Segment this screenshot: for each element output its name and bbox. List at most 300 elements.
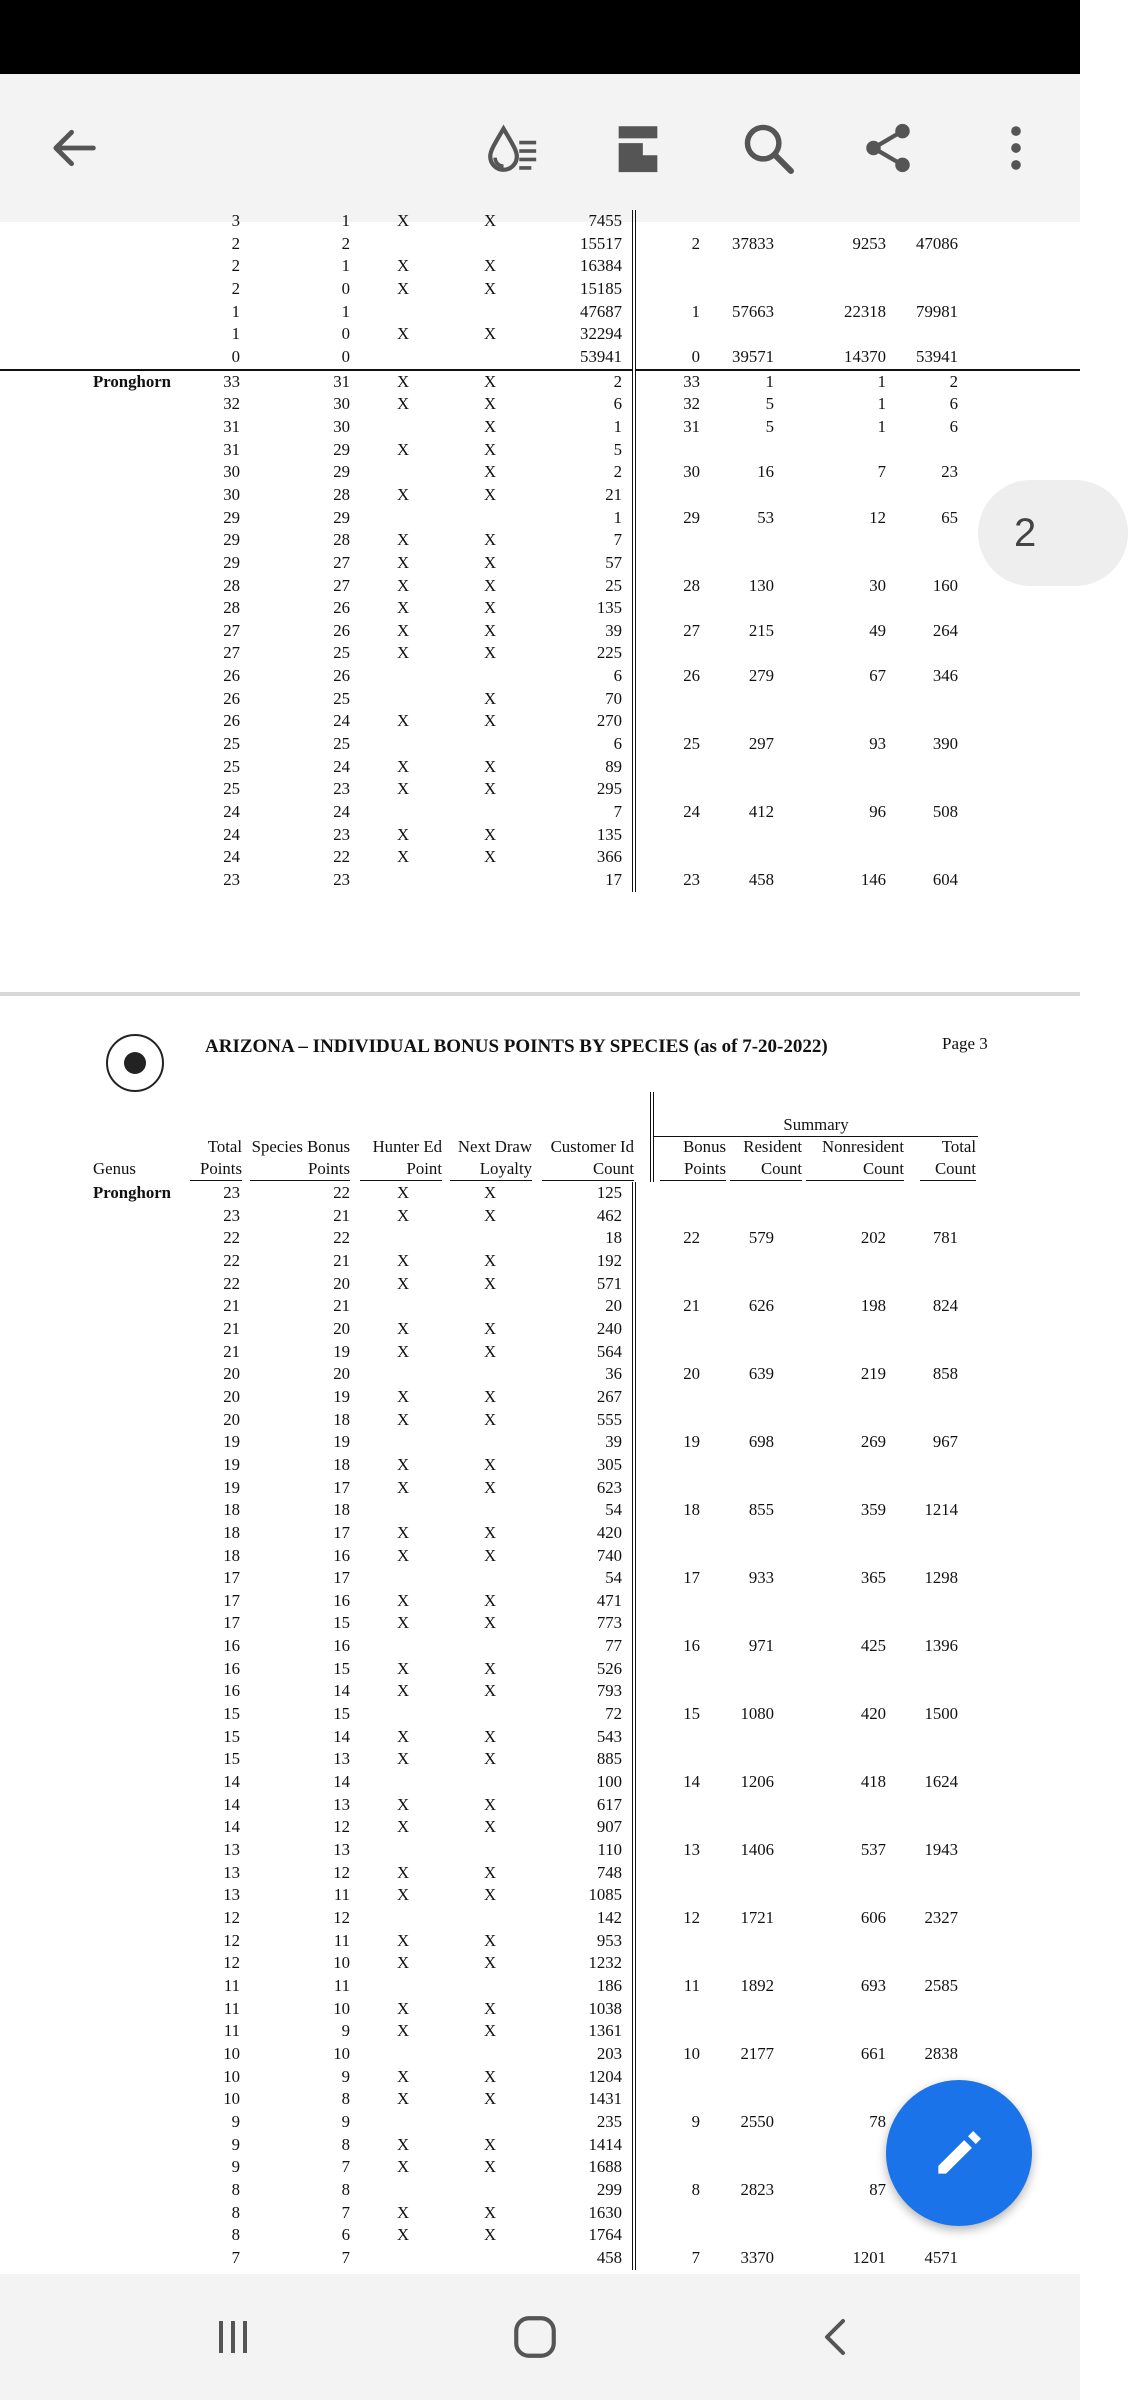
cell-total-points: 10 bbox=[223, 2066, 240, 2086]
cell-spacer bbox=[964, 1794, 1080, 1817]
cell-nonresident-count bbox=[788, 1182, 904, 1205]
cell-total-count: 2838 bbox=[924, 2043, 958, 2063]
cell-next-draw-loyalty: X bbox=[483, 278, 497, 298]
cell-genus bbox=[0, 1318, 198, 1341]
cell-nonresident-count: 269 bbox=[860, 1432, 886, 1452]
cell-genus bbox=[0, 824, 198, 847]
cell-total-points: 15 bbox=[223, 1704, 240, 1724]
table-row bbox=[0, 346, 1080, 370]
cell-resident-count: 1206 bbox=[740, 1772, 774, 1792]
cell-resident-count bbox=[704, 756, 788, 779]
cell-nonresident-count bbox=[788, 1680, 904, 1703]
header-hunter-ed-2: Point bbox=[360, 1158, 442, 1181]
cell-customer-id-count: 135 bbox=[596, 598, 622, 618]
cell-customer-id-count: 17 bbox=[605, 870, 622, 890]
more-options-icon[interactable] bbox=[980, 112, 1052, 184]
cell-hunter-ed-point bbox=[356, 2179, 450, 2202]
back-arrow-icon[interactable] bbox=[38, 112, 110, 184]
cell-species-bonus-points: 26 bbox=[333, 598, 350, 618]
cell-resident-count bbox=[704, 597, 788, 620]
cell-next-draw-loyalty: X bbox=[483, 1749, 497, 1769]
cell-hunter-ed-point bbox=[356, 869, 450, 892]
cell-next-draw-loyalty bbox=[450, 233, 530, 256]
cell-spacer bbox=[964, 439, 1080, 462]
table-row bbox=[0, 1409, 1080, 1432]
cell-next-draw-loyalty: X bbox=[483, 324, 497, 344]
cell-customer-id-count: 57 bbox=[605, 552, 622, 572]
cell-customer-id-count: 100 bbox=[596, 1772, 622, 1792]
cell-genus bbox=[0, 1816, 198, 1839]
cell-total-count bbox=[904, 529, 964, 552]
cell-bonus-points: 32 bbox=[634, 393, 704, 416]
cell-total-count bbox=[904, 1477, 964, 1500]
cell-hunter-ed-point: X bbox=[396, 575, 410, 595]
cell-total-points: 33 bbox=[198, 370, 248, 394]
cell-genus bbox=[0, 529, 198, 552]
cell-resident-count bbox=[704, 439, 788, 462]
cell-spacer bbox=[964, 1409, 1080, 1432]
cell-species-bonus-points: 12 bbox=[333, 1908, 350, 1927]
cell-total-count bbox=[904, 2020, 964, 2043]
cell-total-points: 23 bbox=[223, 870, 240, 890]
cell-total-points: 9 bbox=[231, 2157, 240, 2177]
cell-genus bbox=[0, 1386, 198, 1409]
cell-spacer bbox=[964, 1703, 1080, 1726]
cell-nonresident-count bbox=[788, 2202, 904, 2225]
table-row bbox=[0, 370, 1080, 394]
cell-next-draw-loyalty: X bbox=[483, 439, 497, 459]
header-total-points-2: Points bbox=[190, 1158, 242, 1181]
cell-species-bonus-points: 18 bbox=[333, 1454, 350, 1474]
cell-customer-id-count: 270 bbox=[596, 711, 622, 731]
cell-customer-id-count: 462 bbox=[596, 1205, 622, 1225]
cell-customer-id-count: 54 bbox=[605, 1500, 622, 1520]
cell-nonresident-count: 30 bbox=[869, 575, 886, 595]
cell-spacer bbox=[964, 620, 1080, 643]
cell-hunter-ed-point: X bbox=[396, 1862, 410, 1882]
cell-bonus-points bbox=[634, 1658, 704, 1681]
cell-genus bbox=[0, 1545, 198, 1568]
cell-bonus-points: 28 bbox=[634, 575, 704, 598]
cell-hunter-ed-point bbox=[356, 507, 450, 530]
cell-nonresident-count bbox=[788, 1952, 904, 1975]
cell-nonresident-count bbox=[788, 1409, 904, 1432]
cell-hunter-ed-point: X bbox=[396, 643, 410, 663]
cell-next-draw-loyalty: X bbox=[483, 1998, 497, 2018]
cell-resident-count: 412 bbox=[748, 802, 774, 822]
cell-next-draw-loyalty bbox=[450, 1431, 530, 1454]
table-row bbox=[0, 1930, 1080, 1953]
cell-hunter-ed-point bbox=[356, 1567, 450, 1590]
cell-nonresident-count: 12 bbox=[869, 507, 886, 527]
cell-total-points: 21 bbox=[223, 1341, 240, 1361]
cell-genus bbox=[0, 1205, 198, 1228]
cell-next-draw-loyalty: X bbox=[483, 1522, 497, 1542]
cell-hunter-ed-point: X bbox=[396, 1183, 410, 1202]
table-row bbox=[0, 710, 1080, 733]
cell-bonus-points bbox=[634, 1205, 704, 1228]
table-row bbox=[0, 507, 1080, 530]
cell-hunter-ed-point: X bbox=[396, 1477, 410, 1497]
cell-total-count bbox=[904, 552, 964, 575]
cell-resident-count bbox=[704, 2156, 788, 2179]
cell-total-count: 1943 bbox=[924, 1840, 958, 1860]
cell-genus bbox=[0, 575, 198, 598]
cell-nonresident-count: 606 bbox=[860, 1908, 886, 1927]
back-chevron-icon[interactable] bbox=[802, 2304, 872, 2370]
cell-next-draw-loyalty: X bbox=[483, 394, 497, 414]
header-next-draw-2: Loyalty bbox=[450, 1158, 532, 1181]
cell-genus bbox=[0, 688, 198, 711]
cell-total-points: 24 bbox=[223, 847, 240, 867]
cell-species-bonus-points: 1 bbox=[341, 211, 350, 230]
cell-bonus-points bbox=[634, 688, 704, 711]
cell-customer-id-count: 953 bbox=[596, 1930, 622, 1950]
cell-spacer bbox=[964, 665, 1080, 688]
cell-next-draw-loyalty: X bbox=[483, 1318, 497, 1338]
cell-total-points: 8 bbox=[231, 2202, 240, 2222]
table-row bbox=[0, 1862, 1080, 1885]
cell-next-draw-loyalty: X bbox=[483, 211, 497, 230]
cell-customer-id-count: 564 bbox=[596, 1341, 622, 1361]
cell-customer-id-count: 77 bbox=[605, 1636, 622, 1656]
cell-bonus-points bbox=[634, 1930, 704, 1953]
cell-total-points: 19 bbox=[223, 1432, 240, 1452]
cell-nonresident-count bbox=[788, 1748, 904, 1771]
cell-spacer bbox=[964, 1930, 1080, 1953]
cell-bonus-points bbox=[634, 1998, 704, 2021]
cell-species-bonus-points: 7 bbox=[341, 2247, 350, 2267]
cell-genus bbox=[0, 846, 198, 869]
cell-total-points: 14 bbox=[223, 1817, 240, 1837]
cell-bonus-points bbox=[634, 1522, 704, 1545]
cell-nonresident-count bbox=[788, 1318, 904, 1341]
cell-nonresident-count bbox=[788, 1341, 904, 1364]
cell-customer-id-count: 39 bbox=[605, 1432, 622, 1452]
cell-customer-id-count: 1232 bbox=[588, 1953, 622, 1973]
cell-total-count: 346 bbox=[932, 666, 958, 686]
cell-resident-count bbox=[704, 1273, 788, 1296]
cell-genus bbox=[0, 2179, 198, 2202]
cell-resident-count: 297 bbox=[748, 734, 774, 754]
header-bonus-1: Bonus bbox=[683, 1137, 726, 1156]
cell-genus bbox=[0, 710, 198, 733]
search-icon[interactable] bbox=[732, 112, 804, 184]
cell-nonresident-count bbox=[788, 439, 904, 462]
cell-hunter-ed-point: X bbox=[396, 394, 410, 414]
cell-customer-id-count: 1038 bbox=[588, 1998, 622, 2018]
cell-nonresident-count: 219 bbox=[860, 1364, 886, 1384]
cell-next-draw-loyalty: X bbox=[483, 2225, 497, 2245]
cell-total-points: 18 bbox=[223, 1522, 240, 1542]
cell-resident-count bbox=[704, 2224, 788, 2247]
cell-spacer bbox=[964, 1726, 1080, 1749]
cell-bonus-points: 7 bbox=[634, 2247, 704, 2270]
cell-customer-id-count: 89 bbox=[605, 756, 622, 776]
cell-hunter-ed-point: X bbox=[396, 1794, 410, 1814]
cell-customer-id-count: 18 bbox=[605, 1228, 622, 1248]
table-header bbox=[0, 1092, 1080, 1182]
cell-resident-count bbox=[704, 778, 788, 801]
cell-hunter-ed-point: X bbox=[396, 2225, 410, 2245]
cell-bonus-points: 16 bbox=[634, 1635, 704, 1658]
table-row bbox=[0, 393, 1080, 416]
cell-hunter-ed-point: X bbox=[396, 1590, 410, 1610]
cell-customer-id-count: 192 bbox=[596, 1250, 622, 1270]
cell-next-draw-loyalty: X bbox=[483, 2021, 497, 2041]
cell-customer-id-count: 6 bbox=[613, 394, 622, 414]
cell-bonus-points bbox=[634, 1250, 704, 1273]
table-row bbox=[0, 484, 1080, 507]
cell-bonus-points bbox=[634, 1884, 704, 1907]
cell-resident-count bbox=[704, 1794, 788, 1817]
cell-genus bbox=[0, 1431, 198, 1454]
cell-next-draw-loyalty: X bbox=[483, 552, 497, 572]
cell-spacer bbox=[964, 1318, 1080, 1341]
cell-bonus-points bbox=[634, 846, 704, 869]
cell-genus bbox=[0, 2247, 198, 2270]
cell-genus bbox=[0, 1884, 198, 1907]
cell-total-points: 16 bbox=[223, 1658, 240, 1678]
cell-resident-count bbox=[704, 2066, 788, 2089]
cell-species-bonus-points: 11 bbox=[333, 1930, 350, 1950]
table-row bbox=[0, 1907, 1080, 1930]
cell-spacer bbox=[964, 1975, 1080, 1998]
cell-bonus-points bbox=[634, 1341, 704, 1364]
cell-nonresident-count bbox=[788, 1998, 904, 2021]
cell-nonresident-count bbox=[788, 1658, 904, 1681]
cell-total-points: 18 bbox=[223, 1545, 240, 1565]
cell-resident-count bbox=[704, 1386, 788, 1409]
cell-total-points: 16 bbox=[223, 1681, 240, 1701]
cell-spacer bbox=[964, 1522, 1080, 1545]
cell-species-bonus-points: 11 bbox=[333, 1975, 350, 1995]
cell-spacer bbox=[964, 1680, 1080, 1703]
cell-next-draw-loyalty: X bbox=[483, 1613, 497, 1633]
cell-nonresident-count bbox=[788, 255, 904, 278]
cell-total-count: 967 bbox=[932, 1432, 958, 1452]
cell-customer-id-count: 617 bbox=[596, 1794, 622, 1814]
cell-total-points: 22 bbox=[223, 1228, 240, 1248]
cell-total-points: 26 bbox=[223, 666, 240, 686]
cell-spacer bbox=[964, 1386, 1080, 1409]
cell-genus bbox=[0, 1567, 198, 1590]
cell-resident-count: 1 bbox=[704, 370, 788, 394]
cell-genus bbox=[0, 801, 198, 824]
cell-nonresident-count: 146 bbox=[860, 870, 886, 890]
cell-next-draw-loyalty bbox=[450, 2247, 530, 2270]
cell-resident-count: 639 bbox=[748, 1364, 774, 1384]
cell-species-bonus-points: 19 bbox=[333, 1341, 350, 1361]
cell-hunter-ed-point bbox=[356, 1499, 450, 1522]
cell-customer-id-count: 526 bbox=[596, 1658, 622, 1678]
cell-total-points: 28 bbox=[223, 575, 240, 595]
cell-total-count bbox=[904, 1182, 964, 1205]
cell-spacer bbox=[964, 393, 1080, 416]
cell-bonus-points bbox=[634, 642, 704, 665]
edit-fab-button[interactable] bbox=[886, 2080, 1032, 2226]
cell-genus bbox=[0, 1499, 198, 1522]
cell-nonresident-count bbox=[788, 1522, 904, 1545]
cell-nonresident-count bbox=[788, 278, 904, 301]
table-row bbox=[0, 461, 1080, 484]
cell-nonresident-count: 7 bbox=[877, 462, 886, 482]
cell-nonresident-count bbox=[788, 597, 904, 620]
cell-total-count: 65 bbox=[941, 507, 958, 527]
cell-species-bonus-points: 24 bbox=[333, 802, 350, 822]
cell-spacer bbox=[964, 1998, 1080, 2021]
cell-resident-count: 458 bbox=[748, 870, 774, 890]
cell-total-count: 1624 bbox=[924, 1772, 958, 1792]
cell-next-draw-loyalty bbox=[450, 301, 530, 324]
cell-genus bbox=[0, 278, 198, 301]
cell-spacer bbox=[964, 824, 1080, 847]
page-layout-icon[interactable] bbox=[602, 112, 674, 184]
table-row bbox=[0, 1726, 1080, 1749]
cell-customer-id-count: 21 bbox=[605, 484, 622, 504]
cell-total-points: 1 bbox=[231, 324, 240, 344]
cell-next-draw-loyalty: X bbox=[483, 1794, 497, 1814]
cell-next-draw-loyalty bbox=[450, 507, 530, 530]
cell-hunter-ed-point: X bbox=[396, 1273, 410, 1293]
cell-next-draw-loyalty: X bbox=[483, 1545, 497, 1565]
cell-bonus-points: 19 bbox=[634, 1431, 704, 1454]
cell-total-count: 858 bbox=[932, 1364, 958, 1384]
cell-hunter-ed-point bbox=[356, 416, 450, 439]
home-icon[interactable] bbox=[500, 2304, 570, 2370]
cell-spacer bbox=[964, 2224, 1080, 2247]
cell-total-points: 24 bbox=[223, 802, 240, 822]
cell-next-draw-loyalty bbox=[450, 2111, 530, 2134]
cell-genus: Pronghorn bbox=[93, 1183, 172, 1202]
table-row bbox=[0, 846, 1080, 869]
cell-genus bbox=[0, 1930, 198, 1953]
cell-customer-id-count: 7 bbox=[613, 802, 622, 822]
cell-total-count bbox=[904, 278, 964, 301]
table-row bbox=[0, 233, 1080, 256]
cell-next-draw-loyalty: X bbox=[483, 2202, 497, 2222]
cell-hunter-ed-point: X bbox=[396, 824, 410, 844]
share-icon[interactable] bbox=[852, 112, 924, 184]
cell-resident-count bbox=[704, 1816, 788, 1839]
cell-total-count bbox=[904, 1862, 964, 1885]
cell-resident-count: 37833 bbox=[732, 233, 774, 253]
cell-customer-id-count: 6 bbox=[613, 734, 622, 754]
cell-genus bbox=[0, 1952, 198, 1975]
cell-bonus-points: 11 bbox=[634, 1975, 704, 1998]
cell-hunter-ed-point bbox=[356, 1839, 450, 1862]
cell-total-count: 508 bbox=[932, 802, 958, 822]
cell-genus bbox=[0, 756, 198, 779]
cell-total-points: 19 bbox=[223, 1454, 240, 1474]
cell-nonresident-count: 420 bbox=[860, 1704, 886, 1724]
cell-nonresident-count bbox=[788, 2020, 904, 2043]
cell-customer-id-count: 5 bbox=[613, 439, 622, 459]
cell-bonus-points: 30 bbox=[634, 461, 704, 484]
cell-customer-id-count: 72 bbox=[605, 1704, 622, 1724]
cell-resident-count: 16 bbox=[757, 462, 774, 482]
cell-resident-count: 3370 bbox=[740, 2247, 774, 2267]
cell-hunter-ed-point bbox=[356, 301, 450, 324]
cell-hunter-ed-point bbox=[356, 1907, 450, 1930]
cell-customer-id-count: 1 bbox=[613, 416, 622, 436]
reading-mode-icon[interactable] bbox=[476, 112, 548, 184]
cell-next-draw-loyalty: X bbox=[483, 256, 497, 276]
header-next-draw-1: Next Draw bbox=[457, 1137, 532, 1156]
cell-resident-count bbox=[704, 1477, 788, 1500]
cell-resident-count bbox=[704, 1748, 788, 1771]
cell-nonresident-count bbox=[788, 846, 904, 869]
cell-species-bonus-points: 26 bbox=[333, 620, 350, 640]
cell-total-points: 12 bbox=[223, 1930, 240, 1950]
cell-species-bonus-points: 9 bbox=[341, 2066, 350, 2086]
cell-customer-id-count: 39 bbox=[605, 620, 622, 640]
recent-apps-icon[interactable] bbox=[198, 2304, 268, 2370]
cell-species-bonus-points: 29 bbox=[333, 439, 350, 459]
cell-resident-count: 1721 bbox=[740, 1908, 774, 1927]
cell-bonus-points bbox=[634, 1726, 704, 1749]
table-row bbox=[0, 1816, 1080, 1839]
cell-spacer bbox=[964, 1545, 1080, 1568]
cell-total-count bbox=[904, 439, 964, 462]
cell-next-draw-loyalty: X bbox=[483, 530, 497, 550]
cell-nonresident-count: 661 bbox=[860, 2043, 886, 2063]
cell-total-count: 781 bbox=[932, 1228, 958, 1248]
table-row bbox=[0, 2224, 1080, 2247]
header-species-bonus-1: Species Bonus bbox=[251, 1137, 350, 1156]
cell-genus bbox=[0, 869, 198, 892]
cell-resident-count bbox=[704, 1612, 788, 1635]
cell-nonresident-count: 67 bbox=[869, 666, 886, 686]
cell-next-draw-loyalty bbox=[450, 1227, 530, 1250]
cell-spacer bbox=[964, 1884, 1080, 1907]
cell-spacer bbox=[964, 733, 1080, 756]
cell-customer-id-count: 20 bbox=[605, 1296, 622, 1316]
cell-total-points: 10 bbox=[223, 2043, 240, 2063]
cell-species-bonus-points: 8 bbox=[341, 2179, 350, 2199]
cell-resident-count bbox=[704, 1884, 788, 1907]
cell-total-count bbox=[904, 756, 964, 779]
cell-bonus-points: 12 bbox=[634, 1907, 704, 1930]
cell-resident-count: 579 bbox=[748, 1228, 774, 1248]
cell-customer-id-count: 53941 bbox=[580, 346, 622, 366]
cell-next-draw-loyalty: X bbox=[483, 824, 497, 844]
cell-spacer bbox=[964, 1590, 1080, 1613]
cell-total-points: 25 bbox=[223, 756, 240, 776]
cell-next-draw-loyalty bbox=[450, 1703, 530, 1726]
cell-spacer bbox=[964, 255, 1080, 278]
cell-genus bbox=[0, 461, 198, 484]
cell-total-points: 30 bbox=[223, 462, 240, 482]
cell-hunter-ed-point: X bbox=[396, 1205, 410, 1225]
cell-resident-count bbox=[704, 210, 788, 233]
cell-total-count bbox=[904, 710, 964, 733]
cell-bonus-points: 23 bbox=[634, 869, 704, 892]
cell-resident-count bbox=[704, 1930, 788, 1953]
table-row bbox=[0, 597, 1080, 620]
cell-spacer bbox=[964, 642, 1080, 665]
cell-bonus-points: 0 bbox=[634, 346, 704, 370]
cell-spacer bbox=[964, 756, 1080, 779]
cell-nonresident-count: 202 bbox=[860, 1228, 886, 1248]
cell-resident-count: 933 bbox=[748, 1568, 774, 1588]
cell-next-draw-loyalty bbox=[450, 869, 530, 892]
cell-spacer bbox=[964, 846, 1080, 869]
cell-hunter-ed-point bbox=[356, 1635, 450, 1658]
cell-total-points: 21 bbox=[223, 1318, 240, 1338]
table-row bbox=[0, 1590, 1080, 1613]
cell-resident-count bbox=[704, 529, 788, 552]
